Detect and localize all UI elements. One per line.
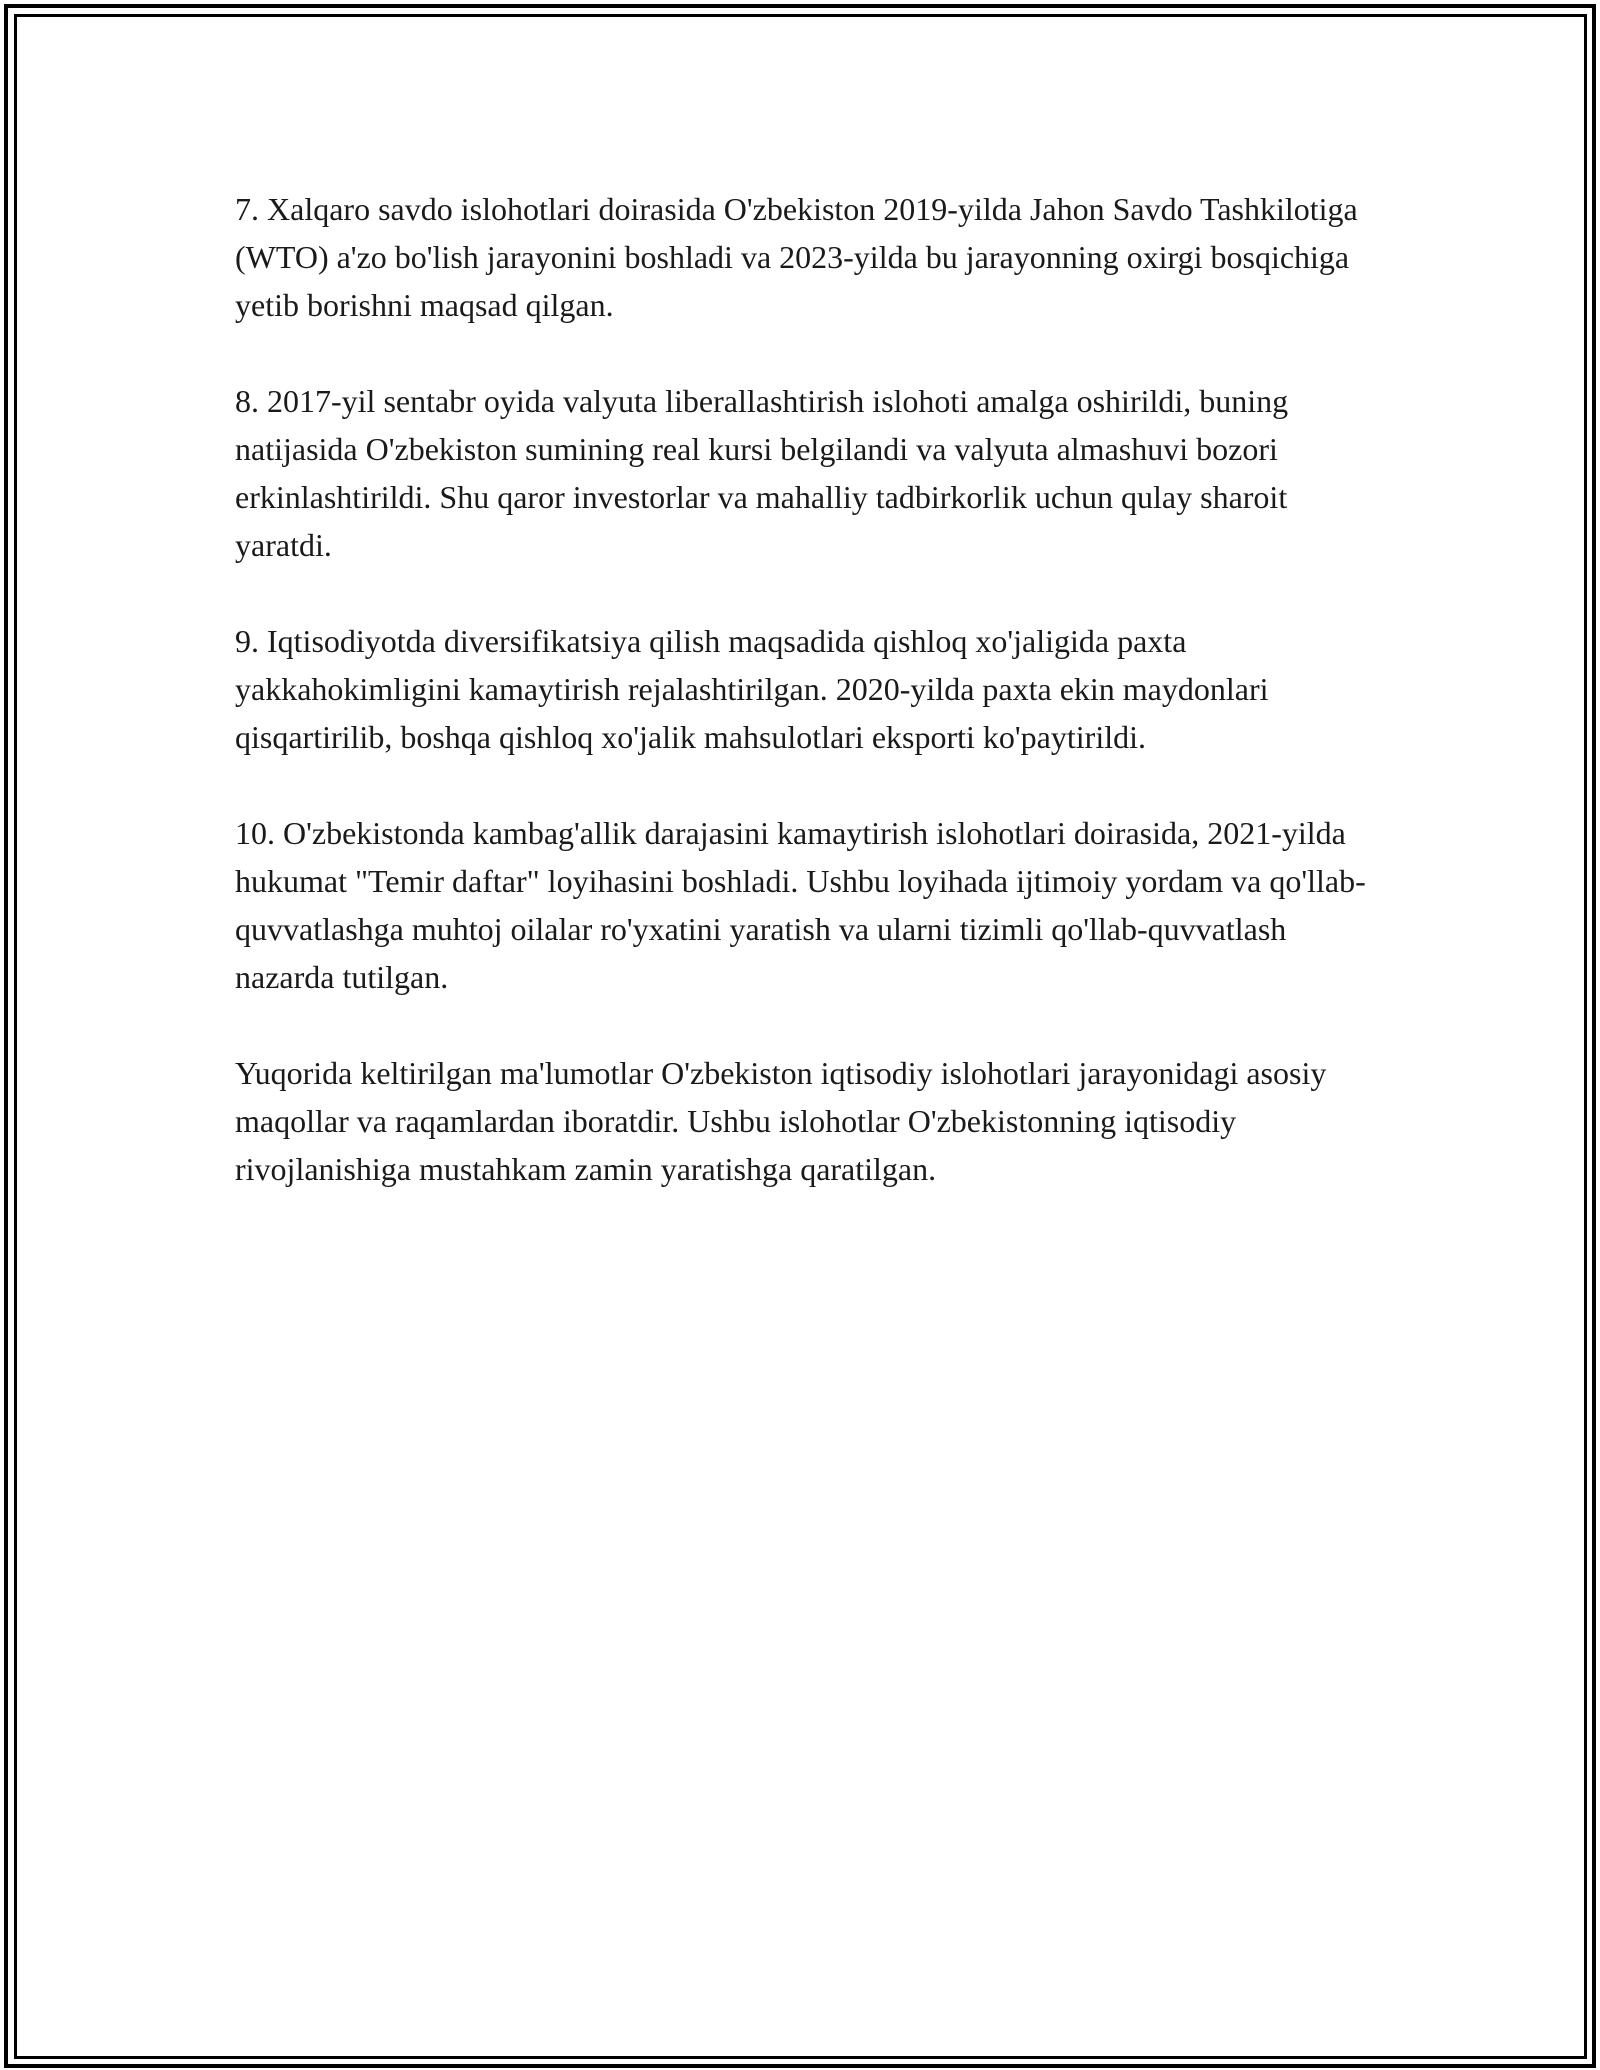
paragraph-7: 7. Xalqaro savdo islohotlari doirasida O'zbekiston 2019-yilda Jahon Savdo Tashkilotiga (WTO) a'zo bo'lish jarayonini boshladi va 2023-yilda bu jarayonning oxirgi bosqichiga yetib borishni maqsad qilgan. [235, 191, 1358, 323]
paragraph-9: 9. Iqtisodiyotda diversifikatsiya qilish maqsadida qishloq xo'jaligida paxta yakkahokimligini kamaytirish rejalashtirilgan. 2020-yilda paxta ekin maydonlari qisqartirilib, boshqa qishloq xo'jalik mahsulotlari eksporti ko'paytirildi. [235, 623, 1269, 755]
document-body [235, 185, 1375, 1241]
paragraph-summary: Yuqorida keltirilgan ma'lumotlar O'zbekiston iqtisodiy islohotlari jarayonidagi asosiy maqollar va raqamlardan iboratdir. Ushbu islohotlar O'zbekistonning iqtisodiy rivojlanishiga mustahkam zamin yaratishga qaratilgan. [235, 1055, 1327, 1187]
paragraph-10: 10. O'zbekistonda kambag'allik darajasini kamaytirish islohotlari doirasida, 2021-yilda hukumat "Temir daftar" loyihasini boshladi. Ushbu loyihada ijtimoiy yordam va qo'llab-quvvatlashga muhtoj oilalar ro'yxatini yaratish va ularni tizimli qo'llab-quvvatlash nazarda tutilgan. [235, 815, 1366, 995]
paragraph-8: 8. 2017-yil sentabr oyida valyuta liberallashtirish islohoti amalga oshirildi, buning natijasida O'zbekiston sumining real kursi belgilandi va valyuta almashuvi bozori erkinlashtirildi. Shu qaror investorlar va mahalliy tadbirkorlik uchun qulay sharoit yaratdi. [235, 383, 1289, 563]
